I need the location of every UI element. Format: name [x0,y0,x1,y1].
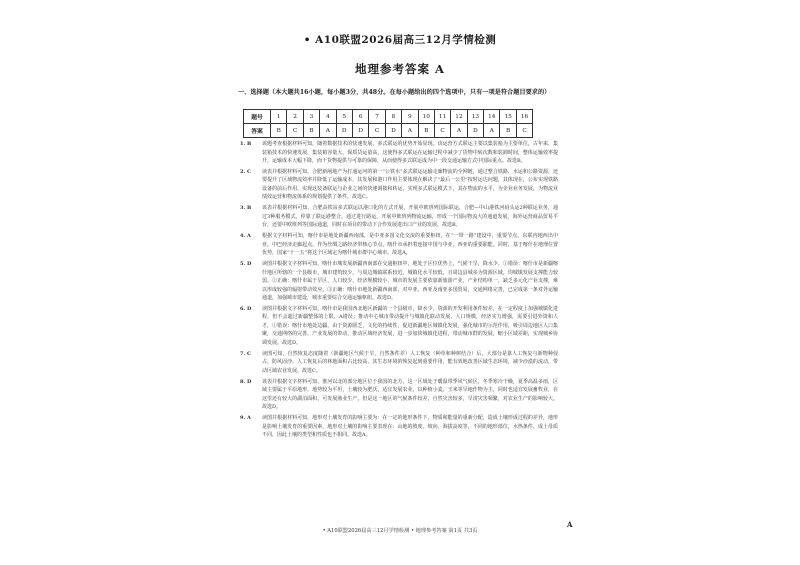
explanations [240,140,558,442]
answer-cell: A [320,124,336,138]
explanation-item [240,232,558,258]
question-number-cell: 8 [385,110,401,124]
explanation-text: 该表并根据材料可知，合肥高铁站多式联运以港口化的方式开展，开展中欧班列国际联运，合肥—中山港铁河码头运2种联运业务，通过3种服务模式。停靠了联运港整合。通过进行路运，开展中欧班列物流运输，形成一个国际物流大的通道发展，海外运营商品贸易平台，还要中欧班列等国际通道，同时在项目的带动下合作发展进出口产业的发展。故选B。 [262,205,558,229]
page-footer: • A10联盟2026届高三12月学情检测 • 地理参考答案 第1页 共3页 [322,528,478,534]
answer-cell: B [303,124,319,138]
answer-row-label: 答案 [244,124,271,138]
explanation-number: 9. A [240,415,251,422]
number-row-label: 题号 [244,110,271,124]
question-number-cell: 7 [369,110,385,124]
version-mark: A [567,520,573,529]
answer-table [243,109,533,138]
explanation-item [240,140,558,166]
question-number-cell: 9 [402,110,418,124]
question-number-cell: 3 [303,110,319,124]
explanation-item [240,260,558,303]
answer-key-subtitle: 地理参考答案 A [355,62,445,76]
answer-cell: A [402,124,418,138]
question-number-cell: 13 [467,110,483,124]
question-number-cell: 5 [336,110,352,124]
question-number-cell: 1 [271,110,287,124]
answer-cell: D [385,124,401,138]
explanation-item [240,350,558,376]
explanation-number: 4. A [240,233,251,240]
answer-cell: D [352,124,368,138]
explanation-number: 2. C [240,168,251,175]
answer-cell: A [451,124,467,138]
explanation-number: 8. D [240,378,252,385]
explanation-number: 5. D [240,261,252,268]
answer-cell: C [369,124,385,138]
answer-cell: D [336,124,352,138]
question-number-cell: 12 [451,110,467,124]
explanation-item [240,305,558,348]
question-number-cell: 14 [484,110,500,124]
answer-cell: C [434,124,450,138]
explanation-text: 该题考查根据材料可知，随着数据技术的快速发展，多式联运的优势开始显现。该运营方式联运主要以集装箱为主要单位，古年来，集装箱技术的快速发展，集装箱容量大，保质货运量高，这使得多式联运在运输过程中减少了货物中转次数和装卸时间，整体运输效率提升，运输成本大幅下降，而干货物提供与可靠的保障，从而使得多式联运成为中一段交通运输方式中国际重点。故选B。 [262,141,558,164]
question-number-cell: 15 [500,110,516,124]
explanation-number: 7. C [240,350,251,357]
explanation-item [240,168,558,202]
explanation-item [240,378,558,412]
question-number-cell: 10 [418,110,434,124]
answer-table-number-row [244,110,533,124]
explanation-text: 读图可知，自然恢复态度随着（新疆地区气候干旱，自然条件差）人工恢复（种草和种树结合）后，大部分是靠人工恢复与新物种侵占，防风固沙，人工恢复后的林地面积占比较高，其生态环境的恢复起到重要作用，能有效地改善区域生态环境，减少沙漠的流动，带动区域农业发展。故选C。 [262,350,558,374]
explanation-text: 读图并根据文字材料可知，喀什市城发展新疆西南部在交通枢纽中，地处于区位优势上，气候干旱，降水少。①错误：喀什市是新疆喀什地区所辖的一个县级市，城市建筑较少，与周边城镇联系较近，城镇化水平较低，且周边县城多为资源区域，均城镇发展支撑能力较弱。②正确：喀什市属于旱区，人口较少，经济规模较小，城市的发展主要依靠新旅游产业，产业结构单一，缺乏多元化产业支撑，难以形成较强的辐射带动效应。③正确：喀什市地处新疆西南部，对中亚、西亚及南亚多国贸易，交通网络完善，已完成第一条对外运输通道，加强城市建设，城市重要综合交通运输枢纽。故选D。 [262,261,558,302]
answer-table-answer-row [244,124,533,138]
explanation-item [240,204,558,230]
explanation-text: 根据文字材料可知，喀什市是地处新疆西南部，是中亚多国文化交流的重要枢纽，在“一带一路”建设中，重要节点。东联内地西出中亚，中巴经济走廊起点。作为丝绸之路经济带核心节点，喀什市承担着连接中国与中亚，西亚的重要职能。同时，基于喀什在地理位置优势，国家“十一五”将这个区域定为喀什城市群中心城市。故选A。 [262,233,558,257]
explanation-number: 3. B [240,205,252,212]
explanation-number: 6. D [240,305,252,312]
explanation-text: 读表并根据材料可知，合肥新闸地产为打通运河的第一“公铁水”多式联运运输走廊物流的全网链，通过整合铁路、水运和公路资源，还要提升了区域物流效率并降低了运输成本，其发展和港口作用主要体现在解决了“最后一公里”按时运达问题，其体现在，公布实现铁路设备的前后作用，实现这装备联运与企业之间的快速调拨和转运，实现多式联运模式下，其在物流的水平，为企业业务发展，为物流业绩效运营和物流体系的规划提供了条件。故选C。 [262,168,558,201]
answer-cell: C [287,124,303,138]
section-heading: 一、选择题（本大题共16小题，每小题3分，共48分。在每小题给出的四个选项中，只有一项是符合题目要求的） [238,89,551,96]
answer-cell: A [484,124,500,138]
question-number-cell: 4 [320,110,336,124]
answer-cell: B [500,124,516,138]
answer-cell: C [516,124,532,138]
explanation-number: 1. B [240,141,252,147]
exam-title: • A10联盟2026届高三12月学情检测 [303,34,497,46]
question-number-cell: 6 [352,110,368,124]
explanation-text: 该表并根据文字材料可知，淮河以北的部分地区位于我国的北方，这一区域处于暖温带季风气候区，冬季寒冷干燥，夏季高温多雨，区域主要属于平原地形，地势较为平坦，土壤较为肥沃，适宜发展农业，以种植小麦、玉米等旱地作物为主，同时也适宜发展畜牧业，在这里还有较大的湖泊面积，可发展渔业生产，但是这一地区的气候条件较差，自然灾害较多，旱涝灾害频繁，对农业生产的影响较大。故选D。 [262,378,558,411]
answer-cell: B [418,124,434,138]
explanation-text: 读图并根据文字材料可知，喀什市是我国西北地区新疆的一个县级市，降水少，资源的开发利用条件较差，在一定程度上加强城镇化进程，但不会超过新疆整体的上限，A错误；推动中心城市带动提升与城镇化联动发展，人口规模，经济实力增强，需要引进外资和人才，①错误：喀什市地处边疆，由于资源匮乏，文化的持续性，促进新疆地区城镇化发展，强化城市的示范作用，吸引周边地区人口集聚，交通网络的完善，产业发展的带动，推动区域经济发展，进一步加快城镇化进程，带动城市群的发展，缩小区域差距，实现城乡协调发展。故选D。 [262,305,558,346]
question-number-cell: 16 [516,110,532,124]
answer-cell: D [467,124,483,138]
question-number-cell: 11 [434,110,450,124]
explanation-item [240,414,558,440]
explanation-text: 读图并根据材料可知，地形对土壤发育的影响主要为：在一定的地形条件下，物质和能量的重新分配，造成土壤形成过程的差异，地形是影响土壤发育的重要因素，地形对土壤的影响主要表现在：山地的坡度、坡向、海拔高度等，不同的地形部位，水热条件、成土母质不同，因此土壤的类型和性质也不相同。故选A。 [262,415,558,439]
question-number-cell: 2 [287,110,303,124]
answer-cell: B [271,124,287,138]
